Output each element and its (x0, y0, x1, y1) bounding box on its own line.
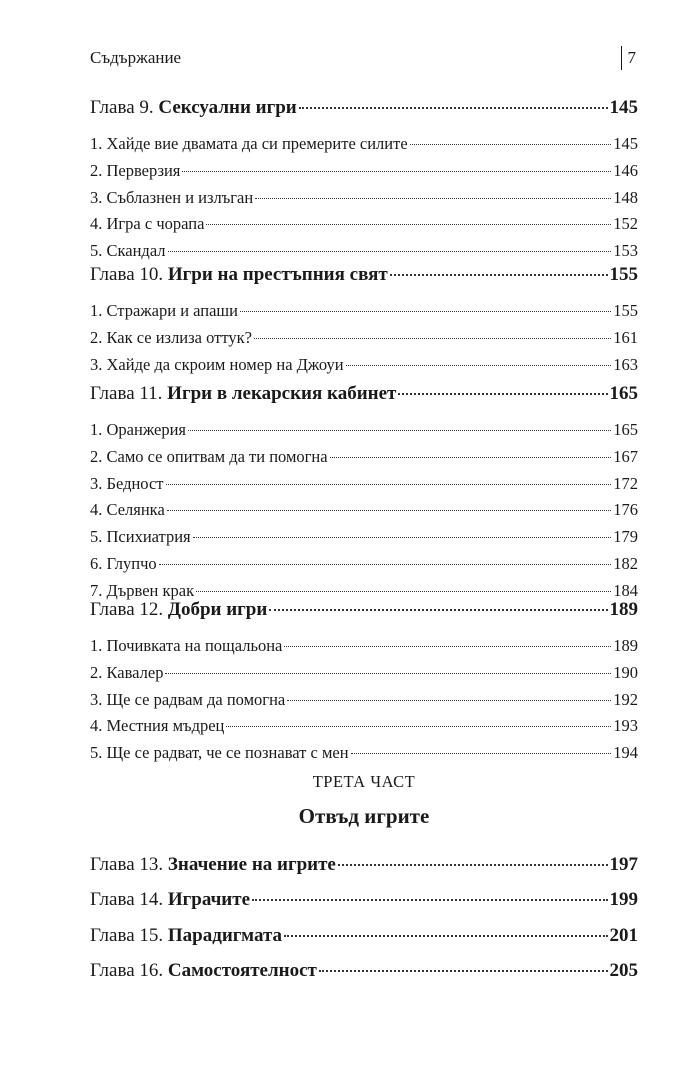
chapter-title: Самостоятелност (167, 960, 317, 981)
chapter-title: Сексуални игри (158, 97, 297, 118)
chapter-entry (90, 959, 638, 983)
item-label: 2. Как се излиза оттук? (90, 327, 252, 347)
chapter-number: Глава 13. (90, 854, 164, 875)
chapter-label (90, 598, 267, 622)
chapter-label (90, 888, 250, 912)
dot-leader (410, 143, 612, 145)
chapter-page: 165 (609, 383, 638, 404)
dot-leader (398, 392, 607, 395)
item-label: 3. Съблазнен и излъган (90, 187, 254, 207)
item-label: 4. Игра с чорапа (90, 214, 205, 234)
toc-item (90, 132, 638, 156)
chapter-entry (90, 598, 638, 622)
chapter-number: Глава 9. (90, 97, 154, 118)
item-page: 184 (613, 580, 638, 600)
chapter-page: 205 (609, 960, 638, 981)
header-page-number: 7 (627, 48, 636, 67)
chapter-page: 199 (609, 889, 638, 910)
dot-leader (338, 863, 608, 866)
dot-leader (193, 536, 612, 538)
chapter-page: 197 (609, 854, 638, 875)
chapter-page: 155 (609, 264, 638, 285)
chapter-number: Глава 14. (90, 889, 164, 910)
dot-leader (167, 509, 611, 511)
dot-leader (252, 898, 607, 901)
dot-leader (351, 752, 612, 754)
dot-leader (346, 364, 612, 366)
toc-item (90, 661, 638, 685)
item-page: 163 (613, 354, 638, 374)
part-label: ТРЕТА ЧАСТ (312, 772, 416, 791)
chapter-title: Игри в лекарския кабинет (167, 383, 397, 404)
toc-item (90, 353, 638, 377)
chapter-entry (90, 888, 638, 912)
running-header (90, 48, 638, 72)
item-page: 176 (613, 500, 638, 520)
dot-leader (287, 699, 611, 701)
chapter-entry (90, 263, 638, 287)
dot-leader (182, 170, 611, 172)
header-separator (621, 46, 622, 70)
chapter-entry (90, 924, 638, 948)
dot-leader (159, 563, 612, 565)
item-page: 161 (613, 327, 638, 347)
item-label: 4. Селянка (90, 500, 165, 520)
item-page: 146 (613, 160, 638, 180)
dot-leader (188, 429, 611, 431)
item-label: 1. Стражари и апаши (90, 301, 238, 320)
item-label: 2. Само се опитвам да ти помогна (90, 446, 328, 466)
item-page: 172 (613, 473, 638, 493)
chapter-title: Играчите (167, 889, 251, 910)
item-page: 145 (613, 134, 638, 153)
toc-item (90, 445, 638, 469)
item-page: 182 (613, 554, 638, 573)
dot-leader (254, 337, 611, 339)
item-page: 192 (613, 689, 638, 709)
chapter-entry (90, 382, 638, 406)
dot-leader (196, 590, 611, 592)
dot-leader (284, 645, 611, 647)
item-label: 3. Хайде да скроим номер на Джоуи (90, 354, 344, 374)
item-page: 194 (613, 743, 638, 763)
dot-leader (168, 250, 612, 252)
toc-item (90, 418, 638, 442)
item-label: 5. Ще се радват, че се познават с мен (90, 743, 349, 763)
chapter-title: Значение на игрите (167, 854, 336, 875)
item-label: 2. Перверзия (90, 160, 181, 180)
item-label: 1. Оранжерия (90, 420, 186, 439)
item-label: 2. Кавалер (90, 662, 164, 682)
chapter-number: Глава 15. (90, 925, 164, 946)
chapter-label (90, 382, 396, 406)
item-page: 153 (613, 241, 638, 261)
item-page: 167 (613, 446, 638, 466)
item-label: 1. Хайде вие двамата да си премерите силите (90, 134, 408, 153)
item-page: 189 (613, 636, 638, 655)
item-page: 152 (613, 214, 638, 234)
item-label: 3. Бедност (90, 473, 164, 493)
toc-item (90, 714, 638, 738)
toc-item (90, 634, 638, 658)
toc-item (90, 239, 638, 263)
toc-item (90, 552, 638, 576)
toc-item (90, 186, 638, 210)
item-label: 6. Глупчо (90, 554, 157, 573)
item-label: 3. Ще се радвам да помогна (90, 689, 286, 709)
toc-item (90, 326, 638, 350)
item-page: 165 (613, 420, 638, 439)
dot-leader (226, 725, 611, 727)
dot-leader (240, 310, 611, 312)
toc-item (90, 299, 638, 323)
chapter-label (90, 924, 282, 948)
item-label: 1. Почивката на пощальона (90, 636, 283, 655)
chapter-title: Парадигмата (167, 925, 283, 946)
dot-leader (269, 608, 607, 611)
toc-item (90, 688, 638, 712)
dot-leader (319, 969, 608, 972)
toc-item (90, 741, 638, 765)
item-page: 190 (613, 662, 638, 682)
dot-leader (166, 483, 612, 485)
toc-item (90, 159, 638, 183)
chapter-page: 189 (609, 599, 638, 620)
part-title: Отвъд игрите (298, 804, 430, 828)
chapter-title: Добри игри (167, 599, 268, 620)
chapter-label (90, 853, 336, 877)
item-page: 179 (613, 527, 638, 547)
dot-leader (255, 197, 611, 199)
item-label: 7. Дървен крак (90, 580, 195, 600)
chapter-label (90, 959, 317, 983)
chapter-page: 201 (609, 925, 638, 946)
chapter-number: Глава 16. (90, 960, 164, 981)
dot-leader (206, 223, 611, 225)
chapter-entry (90, 96, 638, 120)
item-label: 5. Психиатрия (90, 527, 191, 547)
chapter-number: Глава 11. (90, 383, 163, 404)
chapter-label (90, 96, 297, 120)
toc-item (90, 525, 638, 549)
chapter-label (90, 263, 388, 287)
chapter-page: 145 (609, 97, 638, 118)
item-page: 155 (613, 301, 638, 320)
dot-leader (165, 672, 611, 674)
item-page: 193 (613, 716, 638, 736)
header-title: Съдържание (90, 48, 182, 67)
chapter-entry (90, 853, 638, 877)
chapter-number: Глава 10. (90, 264, 164, 285)
item-label: 5. Скандал (90, 241, 166, 261)
chapter-number: Глава 12. (90, 599, 164, 620)
dot-leader (330, 456, 612, 458)
chapter-title: Игри на престъпния свят (167, 264, 388, 285)
toc-item (90, 498, 638, 522)
toc-item (90, 472, 638, 496)
dot-leader (390, 273, 608, 276)
toc-item (90, 212, 638, 236)
dot-leader (299, 106, 608, 109)
item-page: 148 (613, 187, 638, 207)
item-label: 4. Местния мъдрец (90, 716, 225, 736)
dot-leader (284, 934, 607, 937)
